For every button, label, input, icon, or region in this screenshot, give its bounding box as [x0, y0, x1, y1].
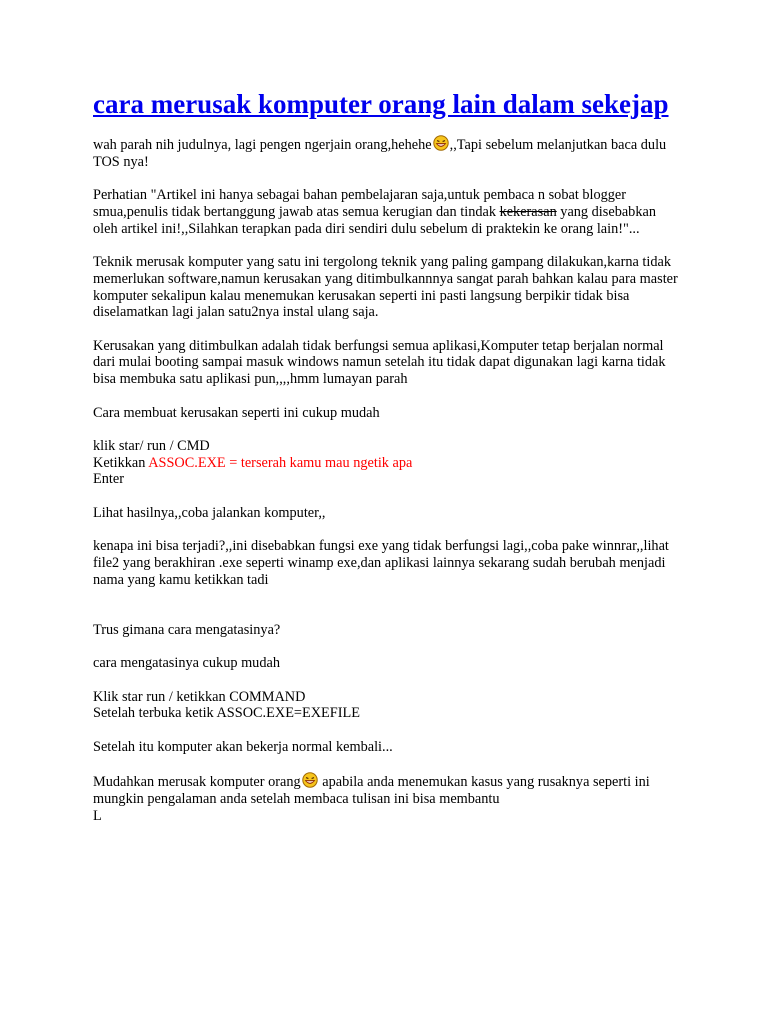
- step-line-3: Enter: [93, 471, 124, 488]
- step-line-1: klik star/ run / CMD: [93, 437, 210, 454]
- solution-intro-paragraph: cara mengatasinya cukup mudah: [93, 655, 280, 672]
- closing-text-b: apabila anda menemukan kasus yang rusaknya seperti ini mungkin pengalaman anda setelah membaca tulisan ini bisa membantu: [93, 773, 650, 807]
- strikethrough-word: kekerasan: [499, 203, 557, 220]
- how-to-paragraph: Cara membuat kerusakan seperti ini cukup mudah: [93, 404, 380, 421]
- step-line-2-prefix: Ketikkan: [93, 454, 149, 471]
- warning-text-a: Perhatian "Artikel ini hanya sebagai bahan pembelajaran saja,untuk pembaca n sobat blogger smua,penulis tidak bertanggung jawab atas semua kerugian dan tindak: [93, 187, 627, 220]
- laughing-smiley-icon: [302, 772, 318, 788]
- question-paragraph: Trus gimana cara mengatasinya?: [93, 621, 281, 638]
- laughing-smiley-icon: [433, 135, 449, 151]
- warning-text-b: yang disebabkan oleh artikel ini!,,Silahkan terapkan pada diri sendiri dulu sebelum di praktekin ke orang lain!"...: [93, 203, 656, 237]
- title-link[interactable]: cara merusak komputer orang lain dalam sekejap: [93, 89, 669, 119]
- fix-line-1: Klik star run / ketikkan COMMAND: [93, 688, 306, 705]
- intro-text-b: ,,Tapi sebelum melanjutkan baca dulu TOS nya!: [93, 137, 667, 170]
- step-line-2-command: ASSOC.EXE = terserah kamu mau ngetik apa: [148, 454, 413, 471]
- result-paragraph: Lihat hasilnya,,coba jalankan komputer,,: [93, 504, 326, 521]
- fix-steps-paragraph: [93, 689, 683, 723]
- intro-paragraph: [93, 135, 683, 171]
- intro-text-a: wah parah nih judulnya, lagi pengen ngerjain orang,hehehe: [93, 137, 432, 153]
- warning-paragraph: [93, 187, 683, 237]
- page-title: [93, 88, 683, 121]
- explanation-paragraph: kenapa ini bisa terjadi?,,ini disebabkan fungsi exe yang tidak berfungsi lagi,,coba pake winnrar,,lihat file2 yang berakhiran .exe seperti winamp exe,dan aplikasi lainnya sekarang sudah berubah menjadi nama yang kamu ketikkan tadi: [93, 538, 669, 588]
- normal-again-paragraph: Setelah itu komputer akan bekerja normal kembali...: [93, 738, 393, 755]
- closing-paragraph: [93, 772, 683, 824]
- damage-paragraph: Kerusakan yang ditimbulkan adalah tidak berfungsi semua aplikasi,Komputer tetap berjalan normal dari mulai booting sampai masuk windows namun setelah itu tidak dapat digunakan lagi karna tidak bisa membuka satu aplikasi pun,,,,hmm lumayan parah: [93, 337, 666, 388]
- closing-trailing-letter: L: [93, 807, 102, 824]
- closing-text-a: Mudahkan merusak komputer orang: [93, 773, 301, 790]
- article: [93, 88, 683, 841]
- technique-paragraph: Teknik merusak komputer yang satu ini tergolong teknik yang paling gampang dilakukan,karna tidak memerlukan software,namun kerusakan yang ditimbulkannnya sangat parah bahkan kalau para master komputer sekalipun kalau menemukan kerusakan seperti ini pasti langsung berpikir tidak bisa diselamatkan lagi jalan satu2nya instal ulang saja.: [93, 253, 678, 321]
- fix-line-2: Setelah terbuka ketik ASSOC.EXE=EXEFILE: [93, 705, 360, 722]
- blank-line: [93, 605, 683, 622]
- steps-paragraph: [93, 438, 683, 488]
